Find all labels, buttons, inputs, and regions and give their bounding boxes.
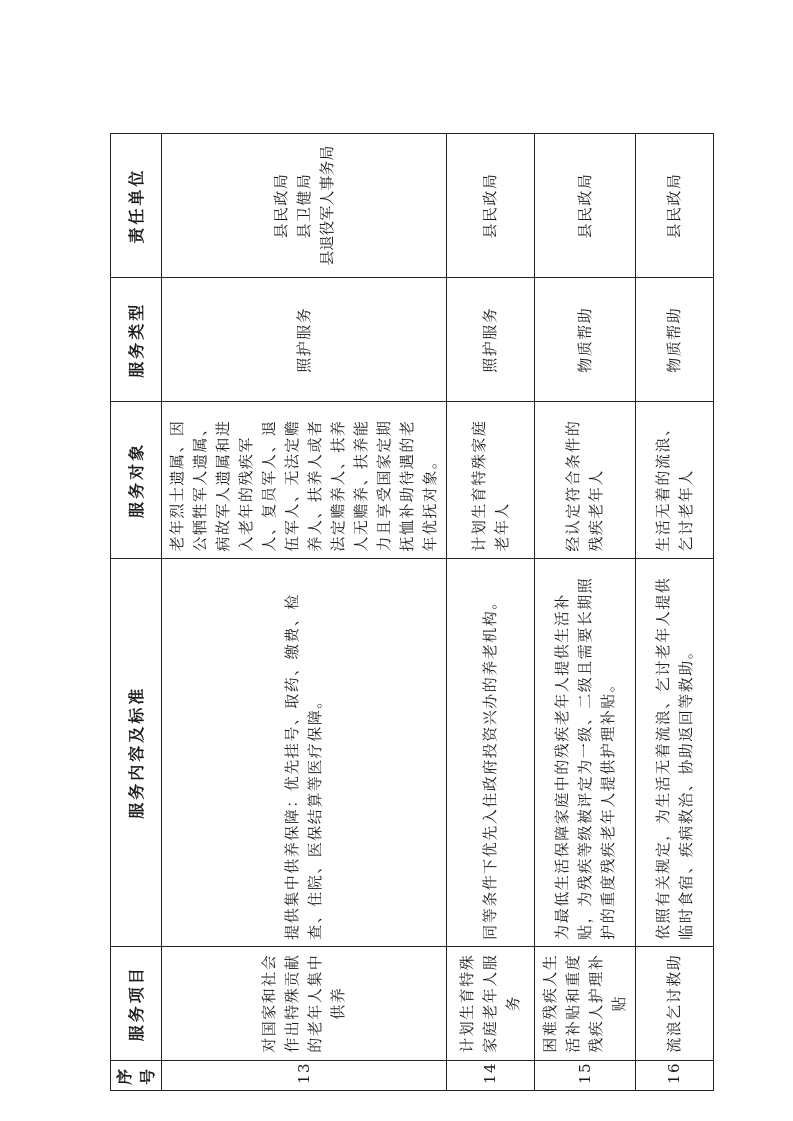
- row-no: 13: [162, 1060, 447, 1090]
- row-content: 提供集中供养保障：优先挂号、取药、缴费、检查、住院、医保结算等医疗保障。: [162, 558, 447, 946]
- row-target: 经认定符合条件的残疾老年人: [535, 402, 636, 558]
- table-row: [162, 134, 447, 1091]
- row-type: 物质帮助: [636, 278, 714, 402]
- row-unit: 县民政局: [447, 134, 535, 278]
- row-target: 老年烈士遗属、因公牺牲军人遗属、病故军人遗属和进入老年的残疾军人、复员军人、退伍军人、无法定赡养人、扶养人或者法定赡养人、扶养人无赡养、扶养能力且享受国家定期抚恤补助待遇的老年优抚对象。: [162, 402, 447, 558]
- table-row: [447, 134, 535, 1091]
- row-item: 计划生育特殊家庭老年人服务: [447, 946, 535, 1060]
- row-unit: 县民政局: [636, 134, 714, 278]
- row-target: 计划生育特殊家庭老年人: [447, 402, 535, 558]
- header-type: 服务类型: [111, 278, 162, 402]
- header-row: [111, 134, 162, 1091]
- row-content: 为最低生活保障家庭中的残疾老年人提供生活补贴，为残疾等级被评定为一级、二级且需要长期照护的重度残疾老年人提供护理补贴。: [535, 558, 636, 946]
- table-row: [636, 134, 714, 1091]
- row-unit: [162, 134, 447, 278]
- row-content: 同等条件下优先入住政府投资兴办的养老机构。: [447, 558, 535, 946]
- row-item: 流浪乞讨救助: [636, 946, 714, 1060]
- header-no: 序号: [111, 1060, 162, 1090]
- unit-line: 县退役军人事务局: [317, 145, 336, 266]
- header-item: 服务项目: [111, 946, 162, 1060]
- row-item: 困难残疾人生活补贴和重度残疾人护理补贴: [535, 946, 636, 1060]
- row-no: 15: [535, 1060, 636, 1090]
- rotated-table-container: [110, 133, 695, 1091]
- row-type: 照护服务: [447, 278, 535, 402]
- row-content: 依照有关规定，为生活无着流浪、乞讨老年人提供临时食宿、疾病救治、协助返回等救助。: [636, 558, 714, 946]
- row-item: 对国家和社会作出特殊贡献的老年人集中供养: [162, 946, 447, 1060]
- row-no: 16: [636, 1060, 714, 1090]
- unit-line: 县卫健局: [294, 172, 313, 239]
- header-unit: 责任单位: [111, 134, 162, 278]
- row-type: 照护服务: [162, 278, 447, 402]
- row-target: 生活无着的流浪、乞讨老年人: [636, 402, 714, 558]
- unit-line: 县民政局: [271, 172, 290, 239]
- header-content: 服务内容及标准: [111, 558, 162, 946]
- row-type: 物质帮助: [535, 278, 636, 402]
- row-unit: 县民政局: [535, 134, 636, 278]
- row-no: 14: [447, 1060, 535, 1090]
- table-row: [535, 134, 636, 1091]
- header-target: 服务对象: [111, 402, 162, 558]
- service-table: [110, 133, 714, 1091]
